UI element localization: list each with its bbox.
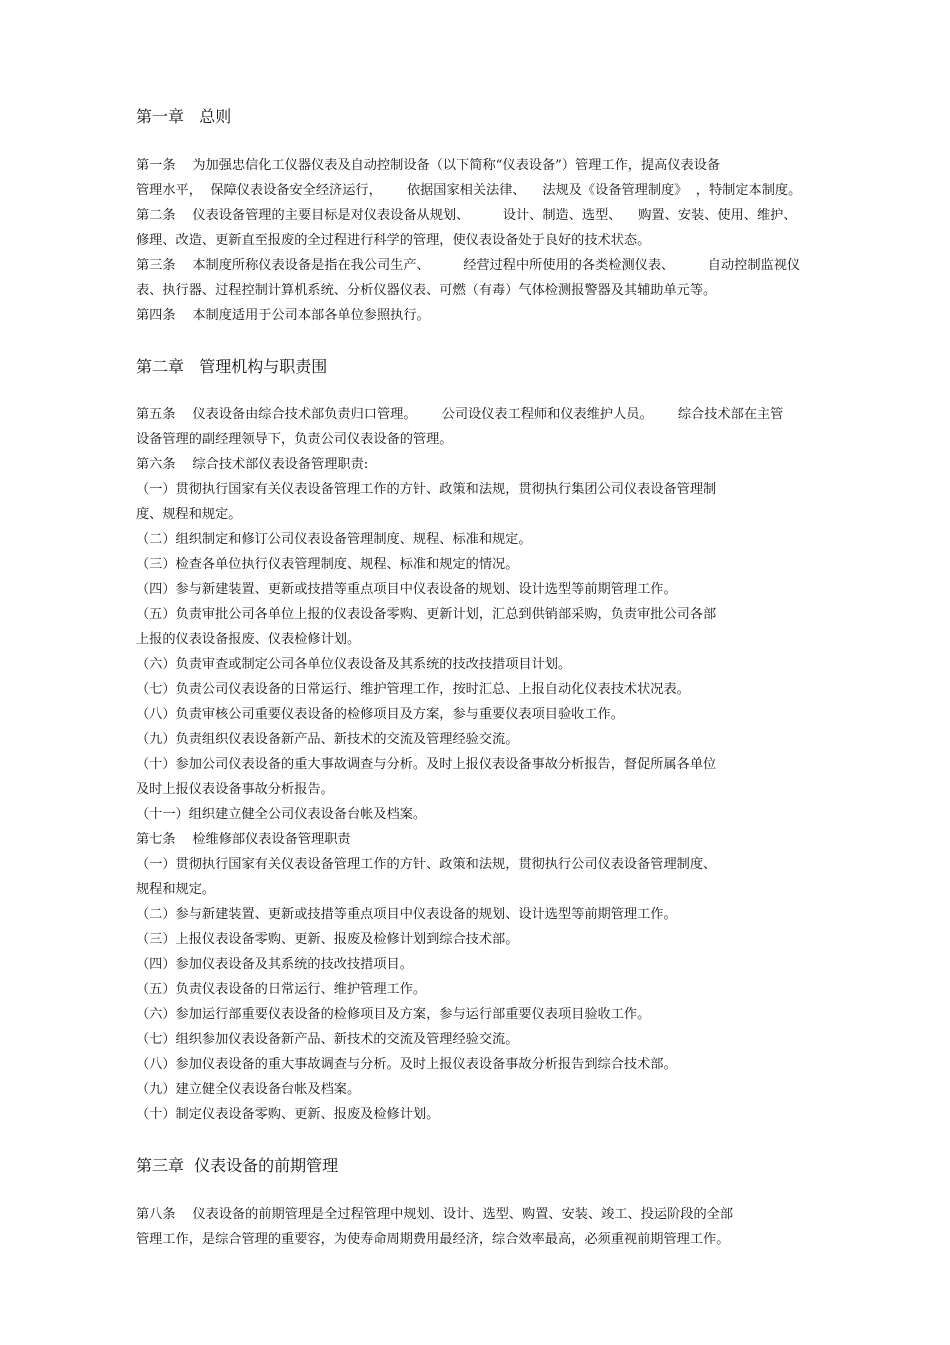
paragraph-line: 管理工作，是综合管理的重要容，为使寿命周期费用最经济，综合效率最高，必须重视前期管理工作。	[136, 1232, 730, 1247]
paragraph-line: 第五条 仪表设备由综合技术部负责归口管理。 公司设仪表工程师和仪表维护人员。 综合技术部在主管	[136, 407, 784, 422]
paragraph-line: 管理水平， 保障仪表设备安全经济运行， 依据国家相关法律、 法规及《设备管理制度》 ，特制定本制度。	[136, 183, 802, 198]
paragraph-line: （十一）组织建立健全公司仪表设备台帐及档案。	[136, 807, 427, 822]
paragraph-line: （六）参加运行部重要仪表设备的检修项目及方案，参与运行部重要仪表项目验收工作。	[136, 1007, 651, 1022]
paragraph-line: （七）组织参加仪表设备新产品、新技术的交流及管理经验交流。	[136, 1032, 519, 1047]
paragraph-line: （一）贯彻执行国家有关仪表设备管理工作的方针、政策和法规，贯彻执行集团公司仪表设备管理制	[136, 482, 717, 497]
paragraph-line: （一）贯彻执行国家有关仪表设备管理工作的方针、政策和法规，贯彻执行公司仪表设备管理制度、	[136, 857, 717, 872]
paragraph-line: 第八条 仪表设备的前期管理是全过程管理中规划、设计、选型、购置、安装、竣工、投运阶段的全部	[136, 1207, 734, 1222]
paragraph-line: （二）组织制定和修订公司仪表设备管理制度、规程、标准和规定。	[136, 532, 532, 547]
paragraph-line: （九）建立健全仪表设备台帐及档案。	[136, 1082, 361, 1097]
paragraph-line: 及时上报仪表设备事故分析报告。	[136, 782, 334, 797]
chapter-title: 第二章 管理机构与职责围	[136, 357, 328, 376]
paragraph-line: 第四条 本制度适用于公司本部各单位参照执行。	[136, 308, 430, 323]
paragraph-line: 第六条 综合技术部仪表设备管理职责:	[136, 457, 369, 472]
paragraph-line: （三）上报仪表设备零购、更新、报废及检修计划到综合技术部。	[136, 932, 519, 947]
paragraph-line: 上报的仪表设备报废、仪表检修计划。	[136, 632, 361, 647]
paragraph-line: （五）负责审批公司各单位上报的仪表设备零购、更新计划，汇总到供销部采购，负责审批公司各部	[136, 607, 717, 622]
paragraph-line: 第三条 本制度所称仪表设备是指在我公司生产、 经营过程中所使用的各类检测仪表、 自动控制监视仪	[136, 258, 801, 273]
paragraph-line: （六）负责审查或制定公司各单位仪表设备及其系统的技改技措项目计划。	[136, 657, 572, 672]
paragraph-line: 度、规程和规定。	[136, 507, 242, 522]
paragraph-line: （八）负责审核公司重要仪表设备的检修项目及方案，参与重要仪表项目验收工作。	[136, 707, 624, 722]
paragraph-line: （四）参与新建装置、更新或技措等重点项目中仪表设备的规划、设计选型等前期管理工作。	[136, 582, 677, 597]
paragraph-line: （五）负责仪表设备的日常运行、维护管理工作。	[136, 982, 427, 997]
paragraph-line: 修理、改造、更新直至报废的全过程进行科学的管理，使仪表设备处于良好的技术状态。	[136, 233, 651, 248]
paragraph-line: 第七条 检维修部仪表设备管理职责	[136, 832, 351, 847]
paragraph-line: 表、执行器、过程控制计算机系统、分析仪器仪表、可燃（有毒）气体检测报警器及其辅助单元等。	[136, 283, 717, 298]
paragraph-line: （十）参加公司仪表设备的重大事故调查与分析。及时上报仪表设备事故分析报告，督促所属各单位	[136, 757, 717, 772]
paragraph-line: 第一条 为加强忠信化工仪器仪表及自动控制设备（以下简称“仪表设备”）管理工作，提高仪表设备	[136, 158, 721, 173]
paragraph-line: （四）参加仪表设备及其系统的技改技措项目。	[136, 957, 413, 972]
paragraph-line: 设备管理的副经理领导下，负责公司仪表设备的管理。	[136, 432, 453, 447]
paragraph-line: 规程和规定。	[136, 882, 216, 897]
paragraph-line: 第二条 仪表设备管理的主要目标是对仪表设备从规划、 设计、制造、选型、 购置、安装、使用、维护、	[136, 208, 797, 223]
chapter-title: 第三章 仪表设备的前期管理	[136, 1156, 339, 1175]
paragraph-line: （七）负责公司仪表设备的日常运行、维护管理工作，按时汇总、上报自动化仪表技术状况表。	[136, 682, 690, 697]
chapter-title: 第一章 总则	[136, 107, 232, 126]
paragraph-line: （八）参加仪表设备的重大事故调查与分析。及时上报仪表设备事故分析报告到综合技术部。	[136, 1057, 677, 1072]
paragraph-line: （九）负责组织仪表设备新产品、新技术的交流及管理经验交流。	[136, 732, 519, 747]
paragraph-line: （三）检查各单位执行仪表管理制度、规程、标准和规定的情况。	[136, 557, 519, 572]
paragraph-line: （十）制定仪表设备零购、更新、报废及检修计划。	[136, 1107, 440, 1122]
paragraph-line: （二）参与新建装置、更新或技措等重点项目中仪表设备的规划、设计选型等前期管理工作。	[136, 907, 677, 922]
